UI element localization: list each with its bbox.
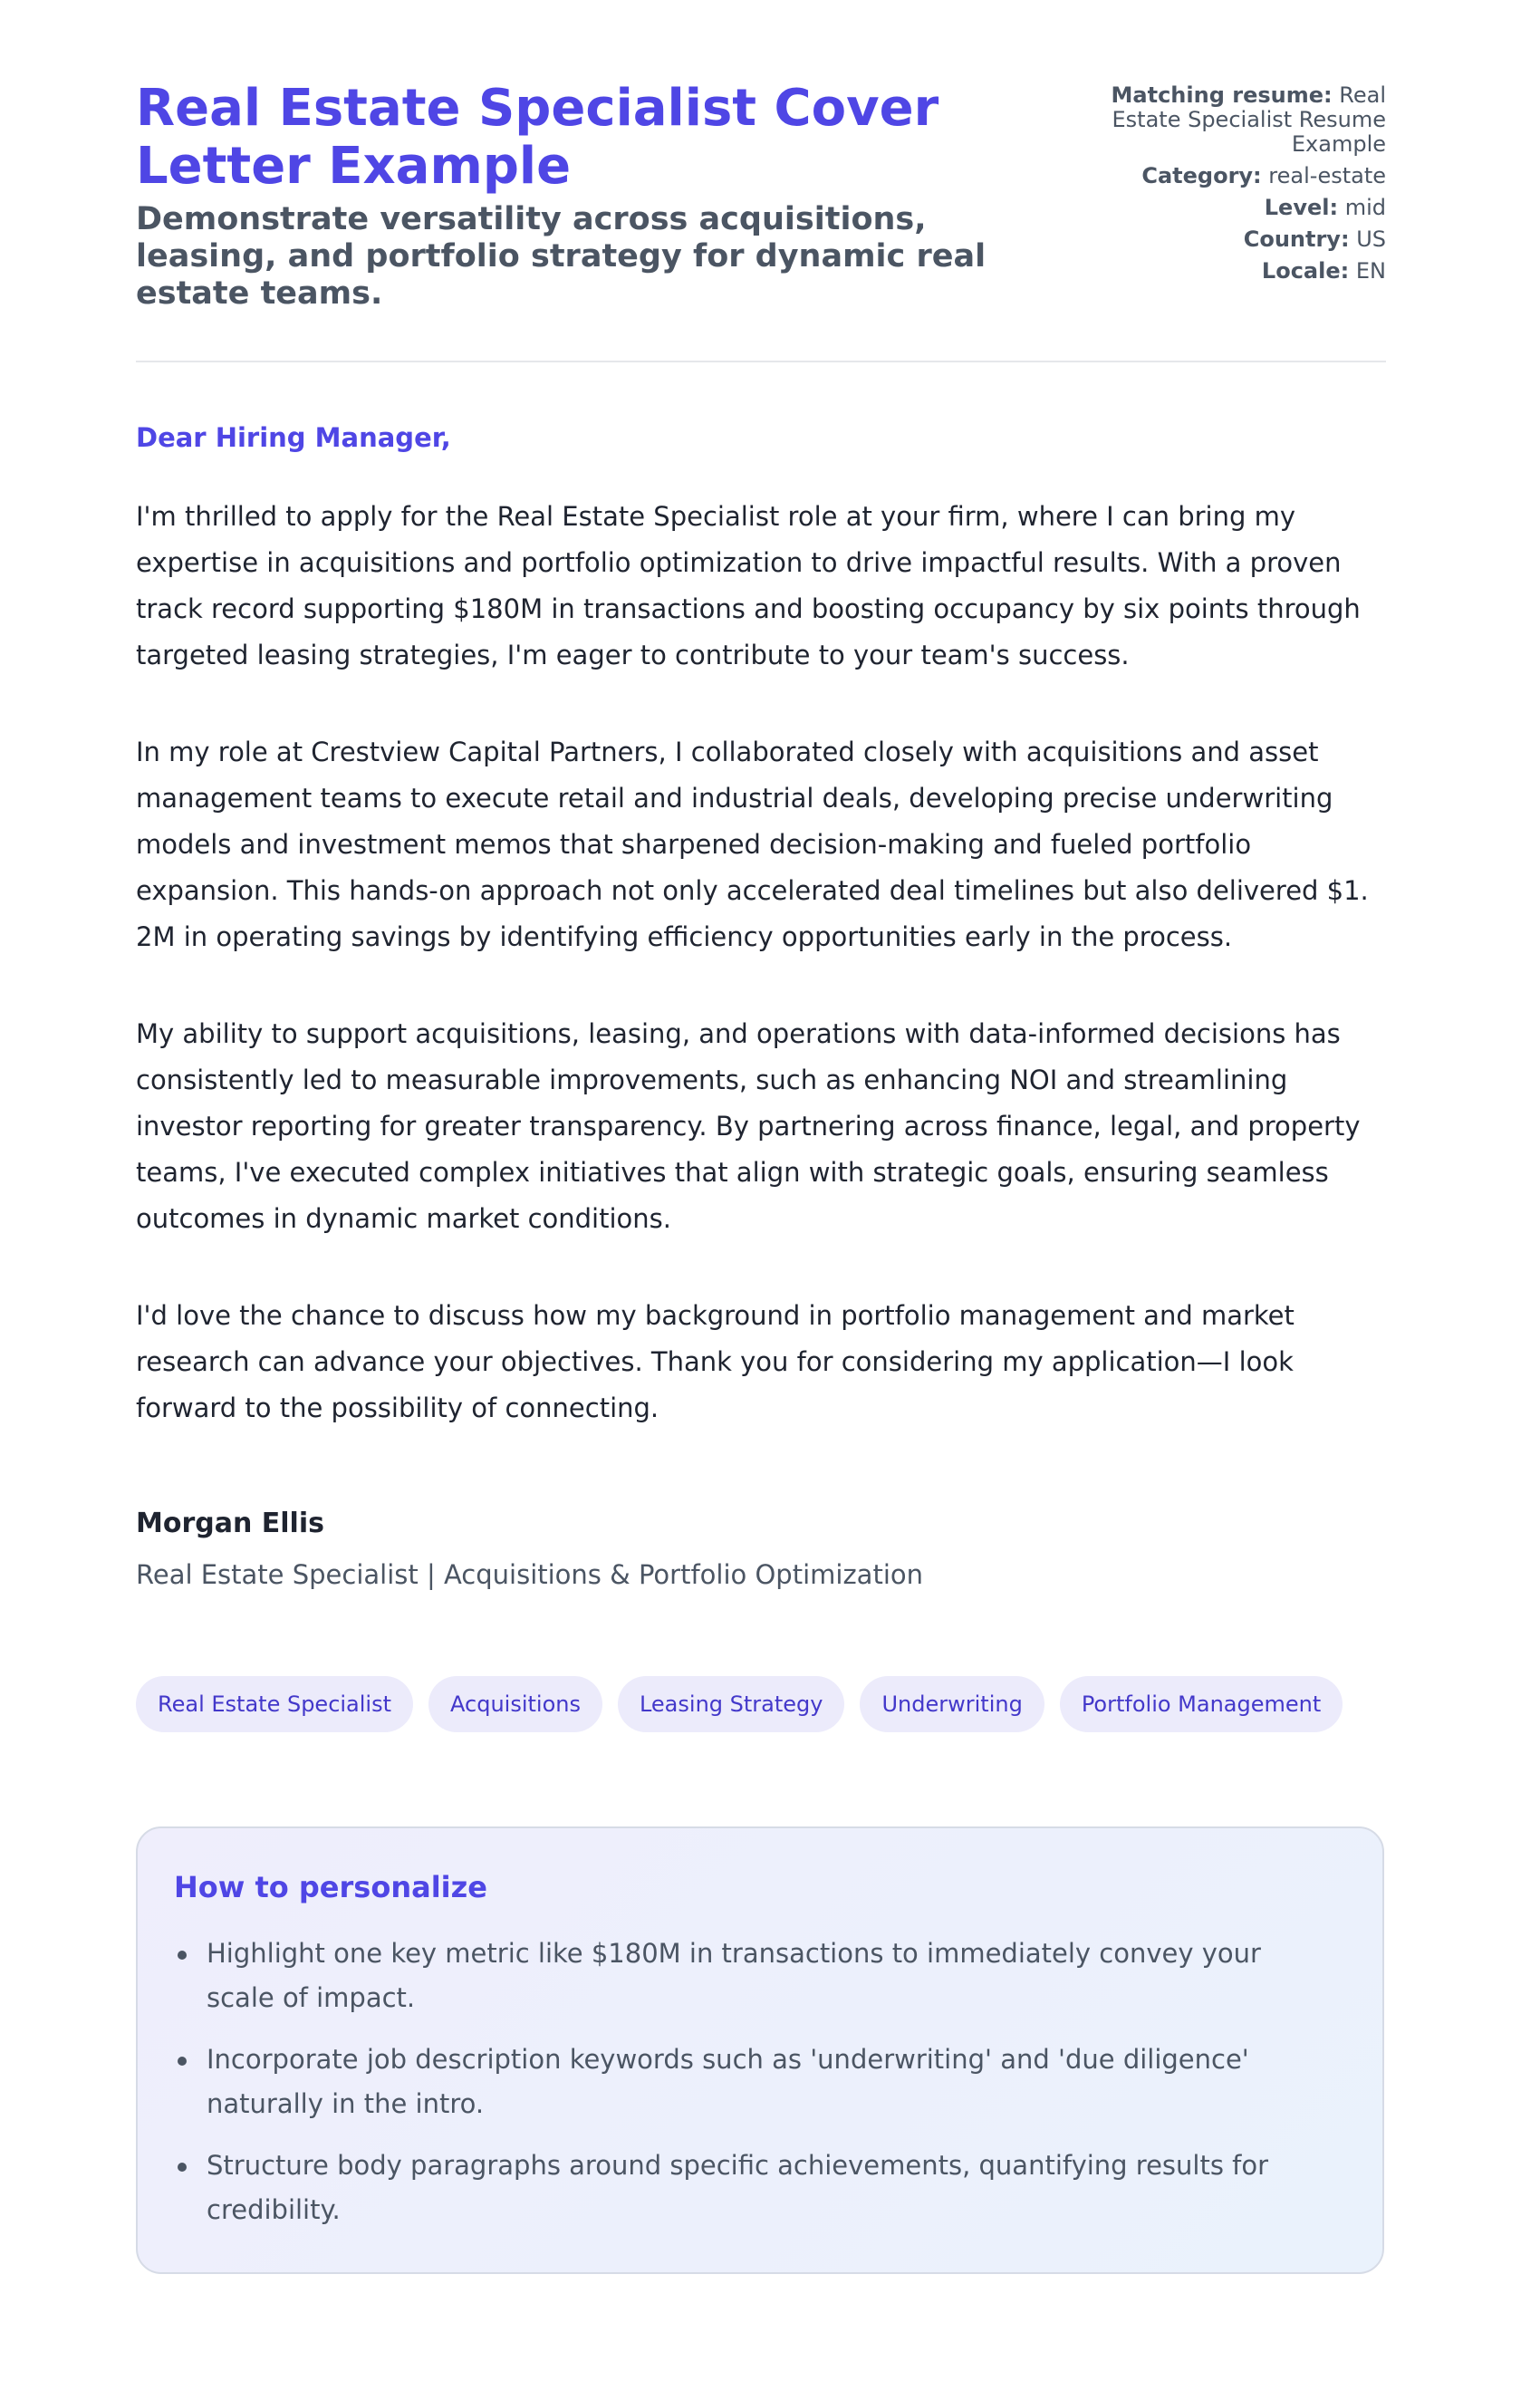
meta-value: EN — [1355, 258, 1386, 284]
meta-value: Real Estate Specialist Resume Example — [1112, 82, 1386, 157]
meta-category — [1087, 164, 1386, 188]
meta-label: Locale: — [1261, 258, 1350, 284]
tips-list — [174, 1932, 1324, 2250]
meta-value: mid — [1344, 195, 1386, 220]
meta-label: Country: — [1243, 226, 1350, 252]
tip-text: Incorporate job description keywords such as 'underwriting' and 'due diligence' naturally in the intro. — [207, 2044, 1249, 2119]
page-subtitle: Demonstrate versatility across acquisitions, leasing, and portfolio strategy for dynamic real estate teams. — [136, 201, 987, 312]
tag-chip[interactable]: Real Estate Specialist — [136, 1676, 413, 1732]
meta-country — [1087, 227, 1386, 252]
meta-level — [1087, 196, 1386, 220]
meta-label: Level: — [1264, 195, 1339, 220]
personalize-tips-card — [136, 1826, 1384, 2274]
signature-name: Morgan Ellis — [136, 1508, 324, 1539]
tip-text: Structure body paragraphs around specific achievements, quantifying results for credibility. — [207, 2150, 1269, 2225]
tag-chip[interactable]: Portfolio Management — [1060, 1676, 1343, 1732]
meta-matching-resume — [1087, 83, 1386, 157]
page-header — [136, 0, 1386, 362]
letter-signature — [136, 1508, 923, 1590]
letter-greeting: Dear Hiring Manager, — [136, 422, 451, 453]
signature-title: Real Estate Specialist | Acquisitions & Portfolio Optimization — [136, 1559, 923, 1590]
bullet-icon — [178, 2057, 187, 2066]
meta-value: real-estate — [1268, 163, 1386, 188]
tip-item — [174, 2038, 1324, 2126]
letter-paragraph: I'm thrilled to apply for the Real Estate Specialist role at your firm, where I can bring my expertise in acquisitions and portfolio optimization to drive impactful results. With a proven track record supporting $180M in transactions and boosting occupancy by six points through targeted leasing strategies, I'm eager to contribute to your team's success. — [136, 501, 1361, 670]
letter-body — [136, 494, 1386, 1482]
page-title: Real Estate Specialist Cover Letter Example — [136, 79, 939, 196]
metadata-panel — [1087, 83, 1386, 291]
tag-chip[interactable]: Leasing Strategy — [618, 1676, 845, 1732]
tip-item — [174, 1932, 1324, 2020]
meta-label: Matching resume: — [1111, 82, 1333, 108]
bullet-icon — [178, 1951, 187, 1960]
letter-paragraph: In my role at Crestview Capital Partners, I collaborated closely with acquisitions and asset management teams to execute retail and industrial deals, developing precise underwriting models and investment memos that sharpened decision-making and fueled portfolio expansion. This hands-on approach not only accelerated deal timelines but also delivered $1. 2M in operating savings by identifying efficiency opportunities early in the process. — [136, 737, 1369, 952]
tip-text: Highlight one key metric like $180M in transactions to immediately convey your scale of impact. — [207, 1938, 1261, 2013]
tag-chip[interactable]: Acquisitions — [428, 1676, 602, 1732]
letter-paragraph: I'd love the chance to discuss how my background in portfolio management and market research can advance your objectives. Thank you for considering my application—I look forward to the possibility of connecting. — [136, 1300, 1295, 1423]
letter-paragraph: My ability to support acquisitions, leasing, and operations with data-informed decisions has consistently led to measurable improvements, such as enhancing NOI and streamlining investor reporting for greater transparency. By partnering across finance, legal, and property teams, I've executed complex initiatives that align with strategic goals, ensuring seamless outcomes in dynamic market conditions. — [136, 1018, 1361, 1234]
meta-label: Category: — [1141, 163, 1262, 188]
meta-locale — [1087, 259, 1386, 284]
cover-letter-page — [136, 0, 1386, 2225]
bullet-icon — [178, 2163, 187, 2172]
tip-item — [174, 2144, 1324, 2232]
tips-title: How to personalize — [174, 1870, 487, 1904]
meta-value: US — [1356, 226, 1386, 252]
tag-list — [136, 1676, 1343, 1732]
tag-chip[interactable]: Underwriting — [860, 1676, 1044, 1732]
